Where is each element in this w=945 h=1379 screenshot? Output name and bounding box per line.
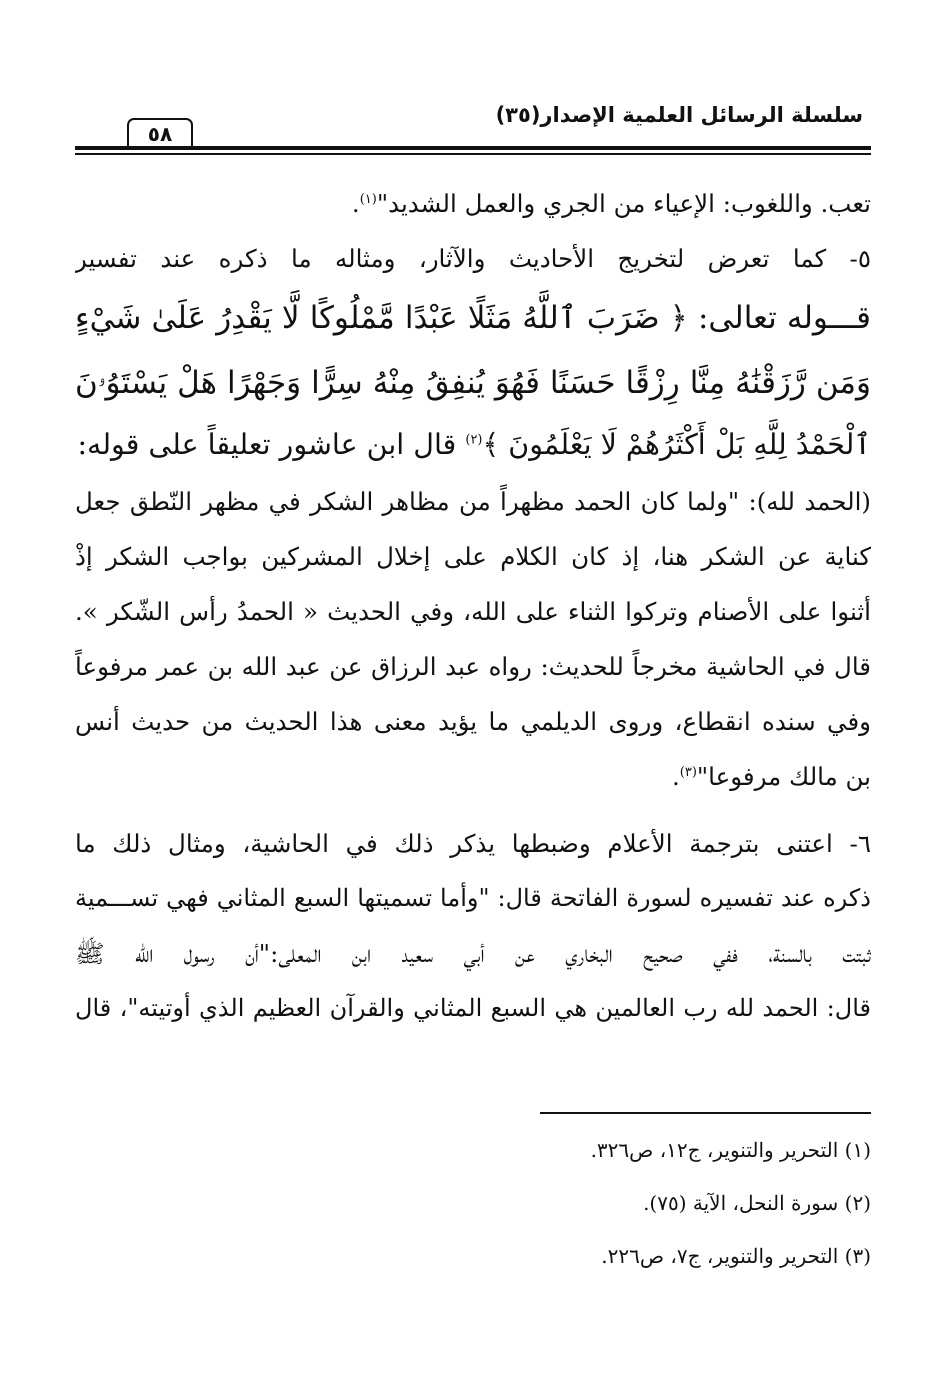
body-line-11-end: . xyxy=(671,762,680,791)
footnote-1: (١) التحرير والتنوير، ج١٢، ص٣٢٦. xyxy=(590,1138,871,1162)
body-line-4 xyxy=(75,351,871,416)
body-line-9: قال في الحاشية مخرجاً للحديث: رواه عبد الرزاق عن عبد الله بن عمر مرفوعاً xyxy=(75,652,871,681)
paragraph-gap xyxy=(75,804,871,816)
body-text xyxy=(75,176,871,1036)
quran-verse-part-3: ٱلْحَمْدُ لِلَّهِ بَلْ أَكْثَرُهُمْ لَا يَعْلَمُونَ ﴾ xyxy=(482,428,871,461)
quran-verse-part-2: وَمَن رَّزَقْنَٰهُ مِنَّا رِزْقًا حَسَنًا فَهُوَ يُنفِقُ مِنْهُ سِرًّا وَجَهْرًا هَلْ يَسْتَوُۥنَ xyxy=(75,365,871,401)
body-line-3-prefix: قـــوله تعالى: xyxy=(697,300,871,336)
footnote-ref-3: (٣) xyxy=(679,764,697,780)
footnote-3: (٣) التحرير والتنوير، ج٧، ص٢٢٦. xyxy=(601,1244,871,1268)
body-line-5-text: قال ابن عاشور تعليقاً على قوله: xyxy=(77,428,457,461)
footnote-ref-2: (٢) xyxy=(465,432,483,448)
body-line-13: ذكره عند تفسيره لسورة الفاتحة قال: "وأما تسميتها السبع المثاني فهي تســـمية xyxy=(75,884,871,912)
body-line-3 xyxy=(75,286,871,351)
footnotes xyxy=(371,1128,871,1287)
body-line-7: كناية عن الشكر هنا، إذ كان الكلام على إخلال المشركين بواجب الشكر إذْ xyxy=(75,542,871,571)
body-line-1-text: تعب. واللغوب: الإعياء من الجري والعمل الشديد" xyxy=(376,189,871,218)
body-line-11 xyxy=(75,749,871,804)
quran-verse-part-1: ﴿ ضَرَبَ ٱللَّهُ مَثَلًا عَبْدًا مَّمْلُوكًا لَّا يَقْدِرُ عَلَىٰ شَيْءٍ xyxy=(75,300,688,336)
header-rule-thick xyxy=(75,146,871,150)
body-line-8: أثنوا على الأصنام وتركوا الثناء على الله، وفي الحديث « الحمدُ رأس الشّكر ». xyxy=(75,597,871,626)
body-line-6: (الحمد لله): "ولما كان الحمد مظهراً من مظاهر الشكر في مظهر النّطق جعل xyxy=(75,487,871,516)
body-line-10: وفي سنده انقطاع، وروى الديلمي ما يؤيد معنى هذا الحديث من حديث أنس xyxy=(75,707,871,736)
series-title: سلسلة الرسائل العلمية الإصدار(٣٥) xyxy=(495,103,863,127)
footnote-separator xyxy=(540,1112,871,1114)
body-line-14: ثبتت بالسنة، ففي صحيح البخاري عن أبي سعيد ابن المعلى:"أن رسول الله ﷺ xyxy=(75,939,871,968)
body-line-1 xyxy=(75,176,871,231)
footnote-ref-1: (١) xyxy=(359,191,377,207)
header-rule-thin xyxy=(75,153,871,155)
body-line-12: ٦- اعتنى بترجمة الأعلام وضبطها يذكر ذلك في الحاشية، ومثال ذلك ما xyxy=(75,829,871,858)
page-number: ٥٨ xyxy=(127,118,193,148)
body-line-1-end: . xyxy=(351,189,360,218)
body-line-11-text: بن مالك مرفوعا" xyxy=(696,762,871,791)
footnote-2: (٢) سورة النحل، الآية (٧٥). xyxy=(643,1191,871,1215)
body-line-15: قال: الحمد لله رب العالمين هي السبع المثاني والقرآن العظيم الذي أوتيته"، قال xyxy=(75,994,871,1022)
body-line-5 xyxy=(75,416,871,474)
body-line-2: ٥- كما تعرض لتخريج الأحاديث والآثار، ومثاله ما ذكره عند تفسير xyxy=(75,244,871,273)
